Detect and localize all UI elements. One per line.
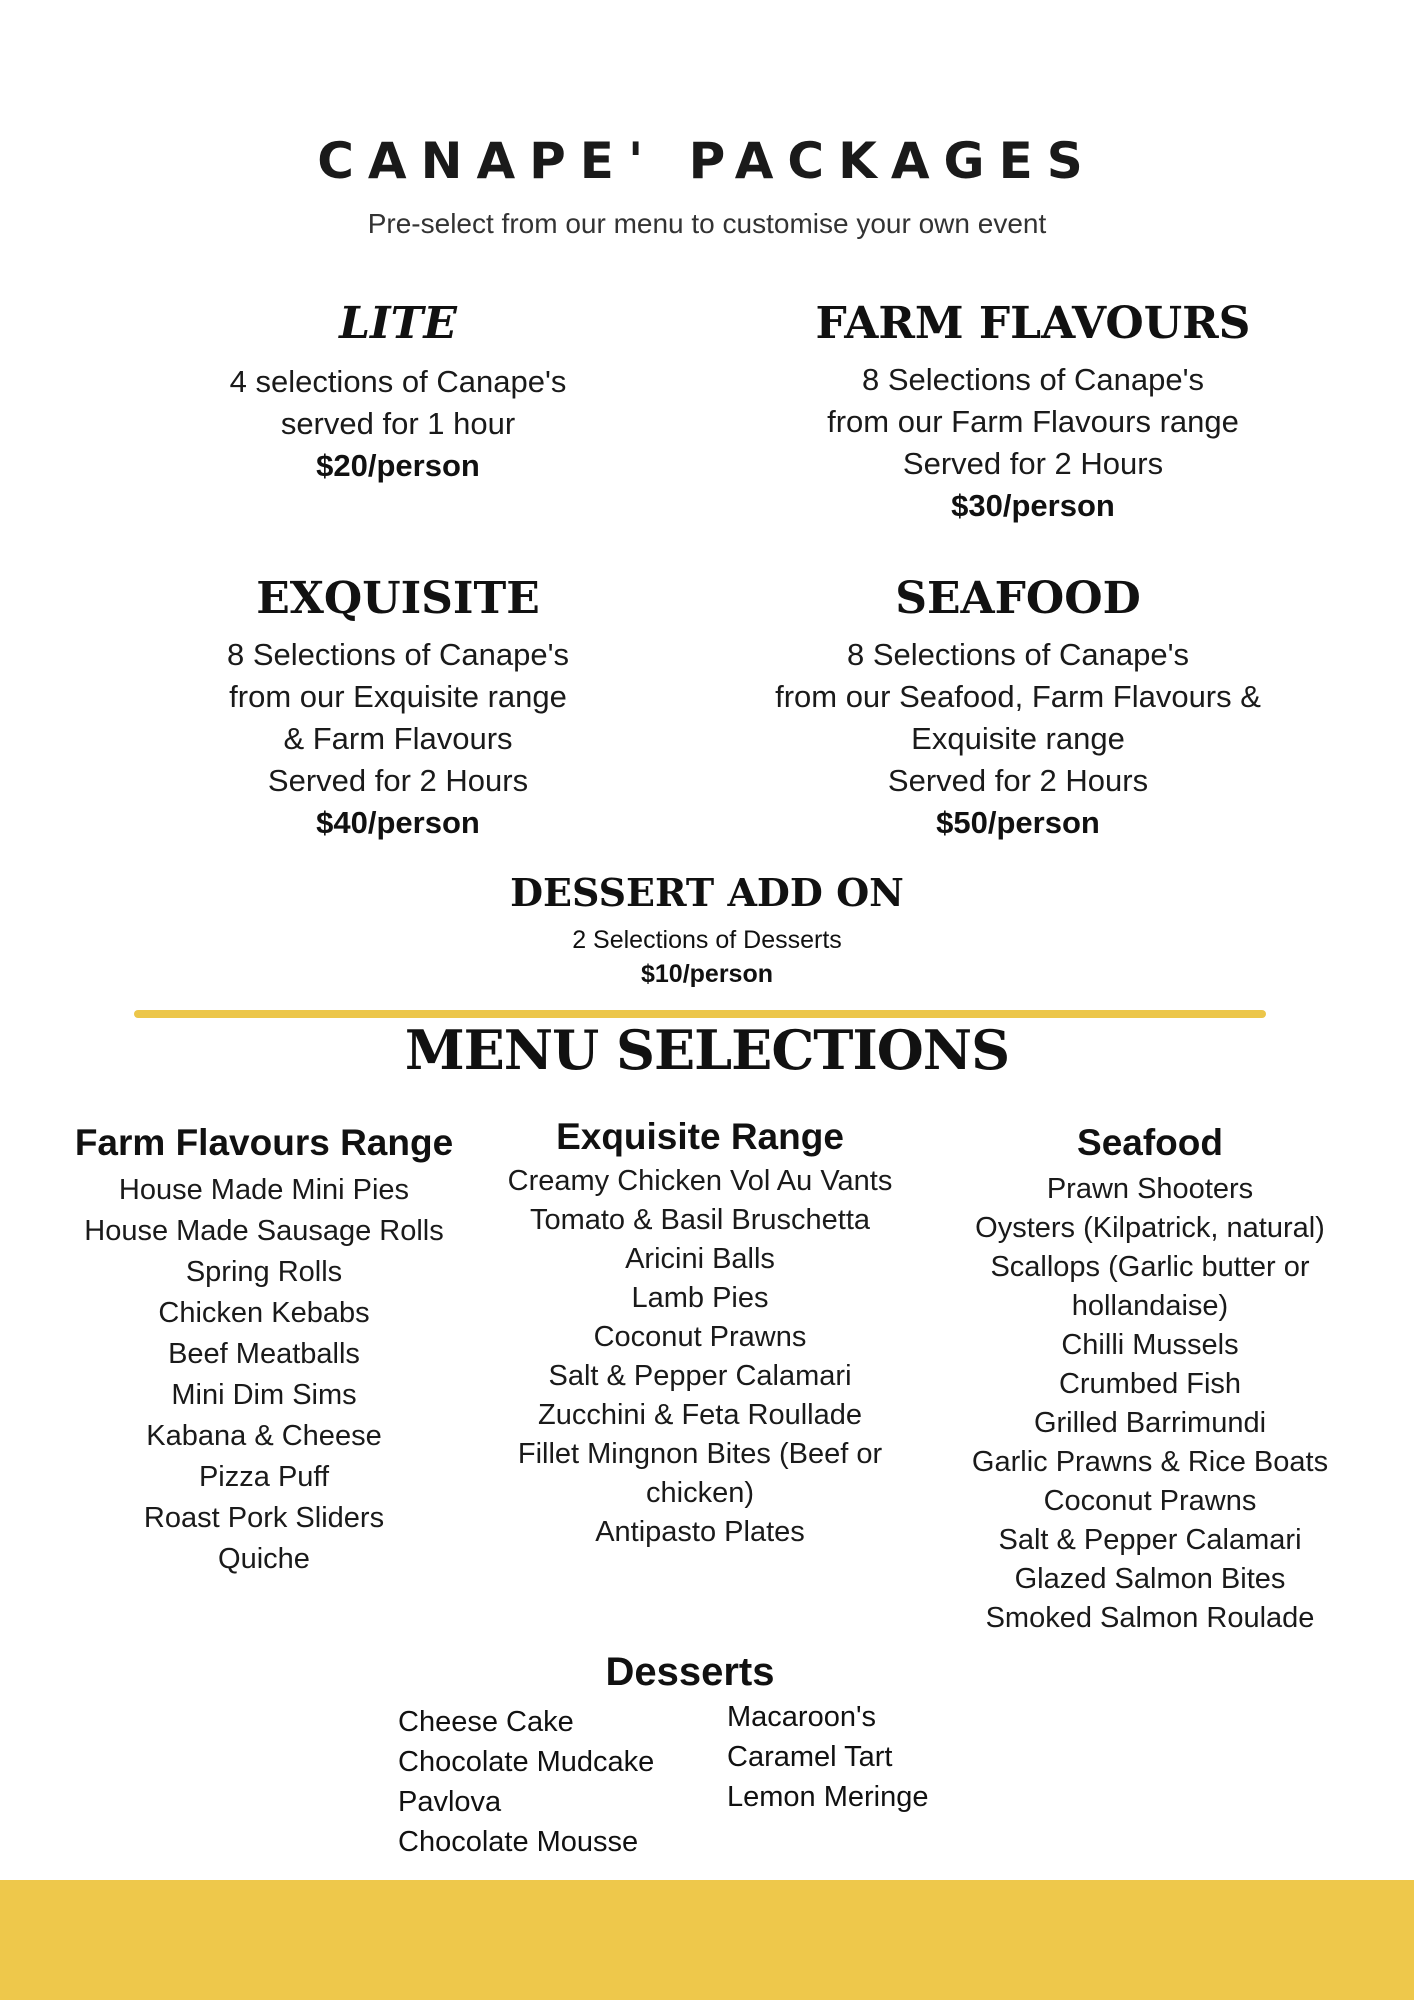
page-title: CANAPE' PACKAGES — [317, 132, 1097, 190]
list-item: chicken) — [646, 1477, 754, 1509]
package-line: 8 Selections of Canape's — [847, 637, 1189, 672]
package-name: DESSERT ADD ON — [510, 870, 904, 915]
package-name: FARM FLAVOURS — [815, 298, 1251, 349]
list-item: Oysters (Kilpatrick, natural) — [975, 1212, 1325, 1244]
package-line: & Farm Flavours — [283, 721, 513, 756]
package-line: served for 1 hour — [280, 406, 516, 441]
list-item: Macaroon's — [727, 1701, 876, 1733]
menu-column-farm — [44, 1122, 484, 1580]
list-item: Mini Dim Sims — [171, 1379, 357, 1411]
list-item: Spring Rolls — [185, 1256, 343, 1288]
list-item: Coconut Prawns — [1043, 1485, 1257, 1517]
list-item: Creamy Chicken Vol Au Vants — [507, 1165, 893, 1197]
package-line: from our Farm Flavours range — [827, 404, 1239, 439]
list-item: Kabana & Cheese — [146, 1420, 382, 1452]
package-seafood — [718, 573, 1318, 844]
list-item: House Made Mini Pies — [118, 1174, 410, 1206]
page-subtitle: Pre-select from our menu to customise your own event — [367, 208, 1047, 239]
package-line: from our Exquisite range — [229, 679, 567, 714]
list-item: Grilled Barrimundi — [1033, 1407, 1267, 1439]
list-item: hollandaise) — [1071, 1290, 1229, 1322]
list-item: Zucchini & Feta Roullade — [538, 1399, 862, 1431]
list-item: Quiche — [218, 1543, 310, 1575]
footer-band — [0, 1880, 1414, 2000]
list-item: Roast Pork Sliders — [143, 1502, 385, 1534]
package-name: EXQUISITE — [256, 573, 540, 624]
list-item: Coconut Prawns — [593, 1321, 807, 1353]
menu-column-exquisite — [475, 1116, 925, 1552]
list-item: Garlic Prawns & Rice Boats — [971, 1446, 1329, 1478]
list-item: Lemon Meringe — [727, 1781, 929, 1813]
list-item: Tomato & Basil Bruschetta — [529, 1204, 871, 1236]
list-item: House Made Sausage Rolls — [84, 1215, 444, 1247]
column-heading: Desserts — [605, 1650, 775, 1694]
list-item: Crumbed Fish — [1058, 1368, 1242, 1400]
list-item: Antipasto Plates — [595, 1516, 805, 1548]
list-item: Chilli Mussels — [1061, 1329, 1239, 1361]
package-price: $50/person — [936, 805, 1100, 840]
package-line: Exquisite range — [911, 721, 1125, 756]
list-item: Salt & Pepper Calamari — [548, 1360, 852, 1392]
package-name: SEAFOOD — [895, 573, 1141, 624]
column-heading: Seafood — [1077, 1122, 1223, 1163]
list-item: Chocolate Mousse — [398, 1826, 639, 1858]
package-line: Served for 2 Hours — [267, 763, 529, 798]
package-exquisite — [148, 573, 648, 844]
column-heading: Exquisite Range — [556, 1116, 844, 1157]
package-farm-flavours — [758, 298, 1308, 527]
package-line: 8 Selections of Canape's — [227, 637, 569, 672]
list-item: Salt & Pepper Calamari — [998, 1524, 1302, 1556]
list-item: Pavlova — [398, 1786, 502, 1818]
package-line: Served for 2 Hours — [887, 763, 1149, 798]
package-price: $40/person — [316, 805, 480, 840]
package-line: Served for 2 Hours — [902, 446, 1164, 481]
desserts-right-list — [727, 1697, 1027, 1817]
list-item: Chicken Kebabs — [158, 1297, 370, 1329]
list-item: Cheese Cake — [398, 1706, 574, 1738]
column-heading: Farm Flavours Range — [74, 1122, 454, 1163]
package-line: from our Seafood, Farm Flavours & — [775, 679, 1261, 714]
list-item: Chocolate Mudcake — [398, 1746, 655, 1778]
list-item: Caramel Tart — [727, 1741, 893, 1773]
list-item: Lamb Pies — [631, 1282, 769, 1314]
package-price: $30/person — [951, 488, 1115, 523]
list-item: Scallops (Garlic butter or — [990, 1251, 1310, 1283]
package-dessert-add-on — [407, 870, 1007, 991]
package-price: $10/person — [640, 960, 773, 988]
package-line: 4 selections of Canape's — [229, 364, 567, 399]
menu-title: MENU SELECTIONS — [404, 1018, 1010, 1082]
list-item: Fillet Mingnon Bites (Beef or — [517, 1438, 883, 1470]
package-line: 2 Selections of Desserts — [572, 926, 842, 954]
desserts-heading — [490, 1650, 890, 1695]
package-line: 8 Selections of Canape's — [862, 362, 1204, 397]
list-item: Prawn Shooters — [1046, 1173, 1254, 1205]
list-item: Glazed Salmon Bites — [1014, 1563, 1286, 1595]
list-item: Beef Meatballs — [168, 1338, 360, 1370]
desserts-left-list — [398, 1702, 718, 1862]
list-item: Pizza Puff — [198, 1461, 330, 1493]
list-item: Aricini Balls — [625, 1243, 775, 1275]
list-item: Smoked Salmon Roulade — [985, 1602, 1315, 1634]
package-name: LITE — [339, 298, 457, 349]
package-lite — [148, 298, 648, 487]
section-divider — [134, 1010, 1266, 1018]
package-price: $20/person — [316, 448, 480, 483]
menu-column-seafood — [945, 1122, 1355, 1638]
